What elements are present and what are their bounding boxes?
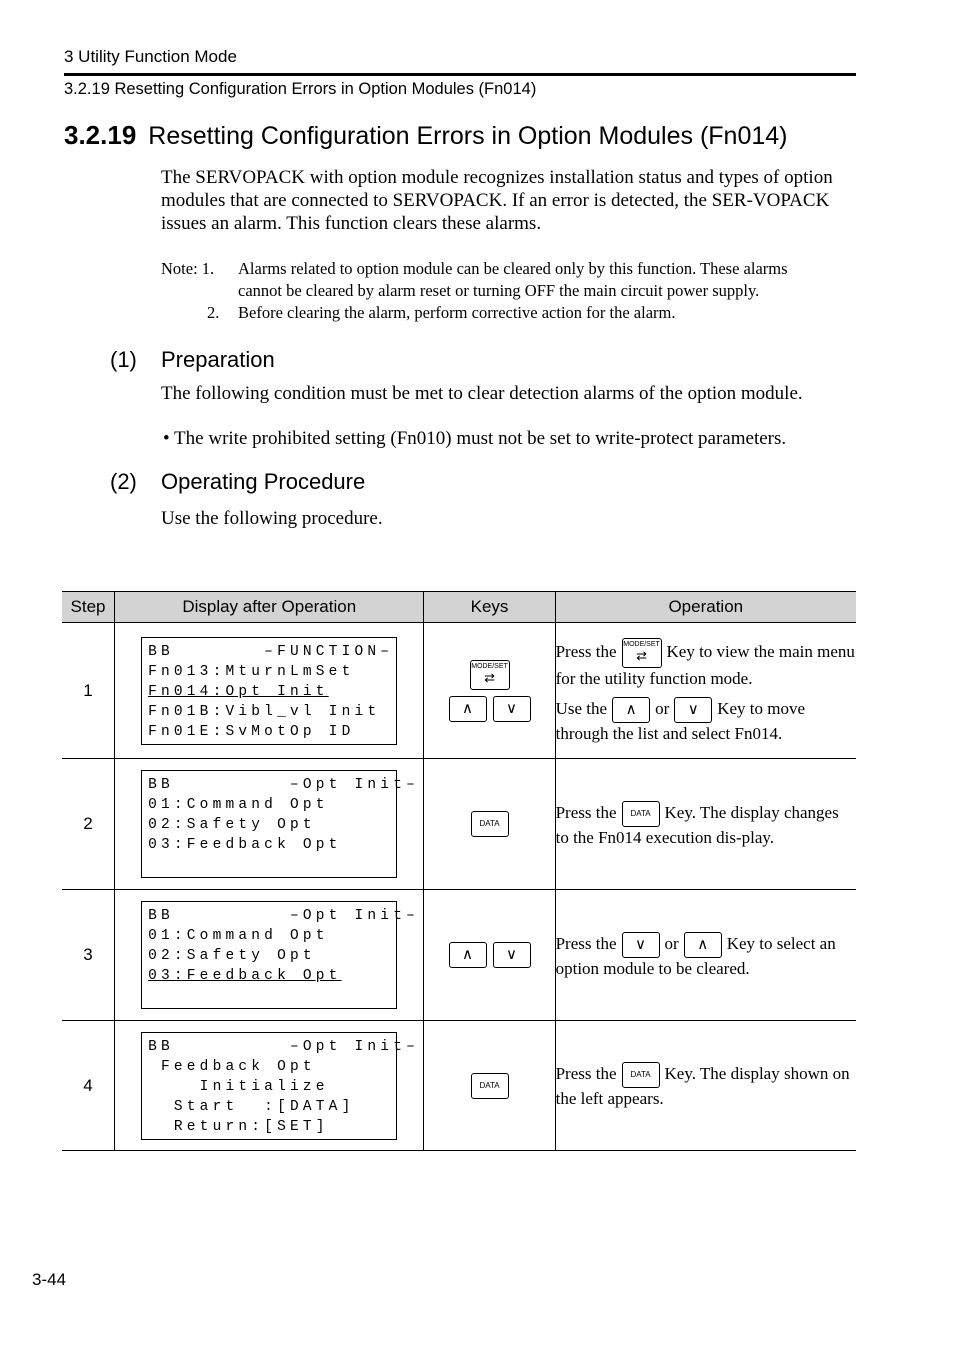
lcd-line-selected: 03:Feedback Opt — [148, 968, 342, 984]
intro-paragraph: The SERVOPACK with option module recognizes installation status and types of option modules that are connected to SERVOPACK. If an error is detected, the SER-VOPACK issues an alarm. This function clears these alarms. — [161, 167, 833, 234]
lcd-line: 02:Safety Opt — [148, 948, 316, 964]
data-key-icon: DATA — [471, 1073, 509, 1099]
note-1-line-2: cannot be cleared by alarm reset or turning OFF the main circuit power supply. — [238, 281, 760, 300]
notes — [161, 258, 861, 324]
mode-set-key-icon: MODE/SET ⇄ — [470, 660, 510, 690]
preparation-number: (1) — [110, 347, 137, 372]
procedure-text: Use the following procedure. — [161, 508, 383, 529]
header-step: Step — [62, 592, 115, 623]
table-row: 3 BB –Opt Init– 01:Command Opt 02:Safety Opt 03:Feedback Opt ∧ ∨ Press the ∨ or ∧ Key to select an option module to be cleared. — [62, 890, 856, 1021]
procedure-table — [62, 591, 856, 1151]
chapter-header: 3 Utility Function Mode — [64, 47, 237, 66]
lcd-line: BB –Opt Init– — [148, 908, 419, 924]
lcd-line: Return:[SET] — [148, 1118, 329, 1135]
lcd-line: 03:Feedback Opt — [148, 837, 342, 853]
up-key-icon: ∧ — [449, 696, 487, 722]
lcd-line: 01:Command Opt — [148, 928, 329, 944]
table-row: 4 BB –Opt Init– Feedback Opt Initialize Start :[DATA] Return:[SET] DATA Press the DATA Key. The display shown on the left appears. — [62, 1021, 856, 1151]
data-key-icon: DATA — [622, 1062, 660, 1088]
header-rule — [64, 73, 856, 76]
preparation-title: Preparation — [161, 347, 275, 372]
lcd-line: BB –FUNCTION– — [148, 643, 394, 660]
procedure-heading — [110, 469, 365, 495]
note-2-label: 2. — [207, 303, 220, 322]
down-key-icon: ∨ — [622, 932, 660, 958]
lcd-display — [141, 770, 419, 878]
step-number: 2 — [62, 759, 115, 890]
header-operation: Operation — [555, 592, 856, 623]
lcd-display — [141, 637, 397, 745]
lcd-line-selected: Fn014:Opt Init — [148, 683, 329, 700]
step-number: 1 — [62, 623, 115, 759]
note-label: Note: 1. — [161, 259, 215, 278]
up-key-icon: ∧ — [684, 932, 722, 958]
lcd-line: BB –Opt Init– — [148, 1038, 419, 1055]
down-key-icon: ∨ — [493, 942, 531, 968]
lcd-display — [141, 1032, 419, 1140]
procedure-title: Operating Procedure — [161, 469, 366, 494]
step-number: 3 — [62, 890, 115, 1021]
header-keys: Keys — [424, 592, 555, 623]
note-1-line-1: Alarms related to option module can be cleared only by this function. These alarms — [238, 259, 788, 278]
lcd-line: Initialize — [148, 1078, 329, 1095]
lcd-line: Start :[DATA] — [148, 1098, 355, 1115]
table-row: 1 BB –FUNCTION– Fn013:MturnLmSet Fn014:Opt Init Fn01B:Vibl_vl Init Fn01E:SvMotOp ID MODE/SET ⇄ ∧ ∨ Press the MODE/SET ⇄ Key to view the main menu for the utility function mode. Use the ∧ or ∨ Key to move through the list and select Fn014. — [62, 623, 856, 759]
table-header-row — [62, 592, 856, 623]
data-key-icon: DATA — [622, 801, 660, 827]
section-title — [64, 120, 788, 151]
header-display: Display after Operation — [115, 592, 424, 623]
lcd-line: Fn013:MturnLmSet — [148, 663, 355, 680]
up-key-icon: ∧ — [449, 942, 487, 968]
lcd-display — [141, 901, 419, 1009]
lcd-line: Fn01E:SvMotOp ID — [148, 723, 355, 740]
lcd-line: Fn01B:Vibl_vl Init — [148, 703, 381, 720]
lcd-line: 01:Command Opt — [148, 797, 329, 813]
procedure-number: (2) — [110, 469, 137, 494]
page-number: 3-44 — [32, 1270, 67, 1289]
preparation-text: The following condition must be met to clear detection alarms of the option module. — [161, 383, 803, 404]
lcd-line: 02:Safety Opt — [148, 817, 316, 833]
section-title-text: Resetting Configuration Errors in Option Modules (Fn014) — [148, 122, 788, 150]
preparation-heading — [110, 347, 275, 373]
data-key-icon: DATA — [471, 811, 509, 837]
section-header: 3.2.19 Resetting Configuration Errors in Option Modules (Fn014) — [64, 80, 537, 98]
lcd-line: BB –Opt Init– — [148, 777, 419, 793]
up-key-icon: ∧ — [612, 697, 650, 723]
down-key-icon: ∨ — [493, 696, 531, 722]
preparation-bullet: • The write prohibited setting (Fn010) must not be set to write-protect parameters. — [163, 428, 787, 449]
step-number: 4 — [62, 1021, 115, 1151]
note-2-text: Before clearing the alarm, perform corrective action for the alarm. — [238, 303, 676, 322]
down-key-icon: ∨ — [674, 697, 712, 723]
table-row: 2 BB –Opt Init– 01:Command Opt 02:Safety Opt 03:Feedback Opt DATA Press the DATA Key. The display changes to the Fn014 execution dis-play. — [62, 759, 856, 890]
section-number: 3.2.19 — [64, 120, 137, 150]
mode-set-key-icon: MODE/SET ⇄ — [622, 638, 662, 668]
lcd-line: Feedback Opt — [148, 1058, 316, 1075]
